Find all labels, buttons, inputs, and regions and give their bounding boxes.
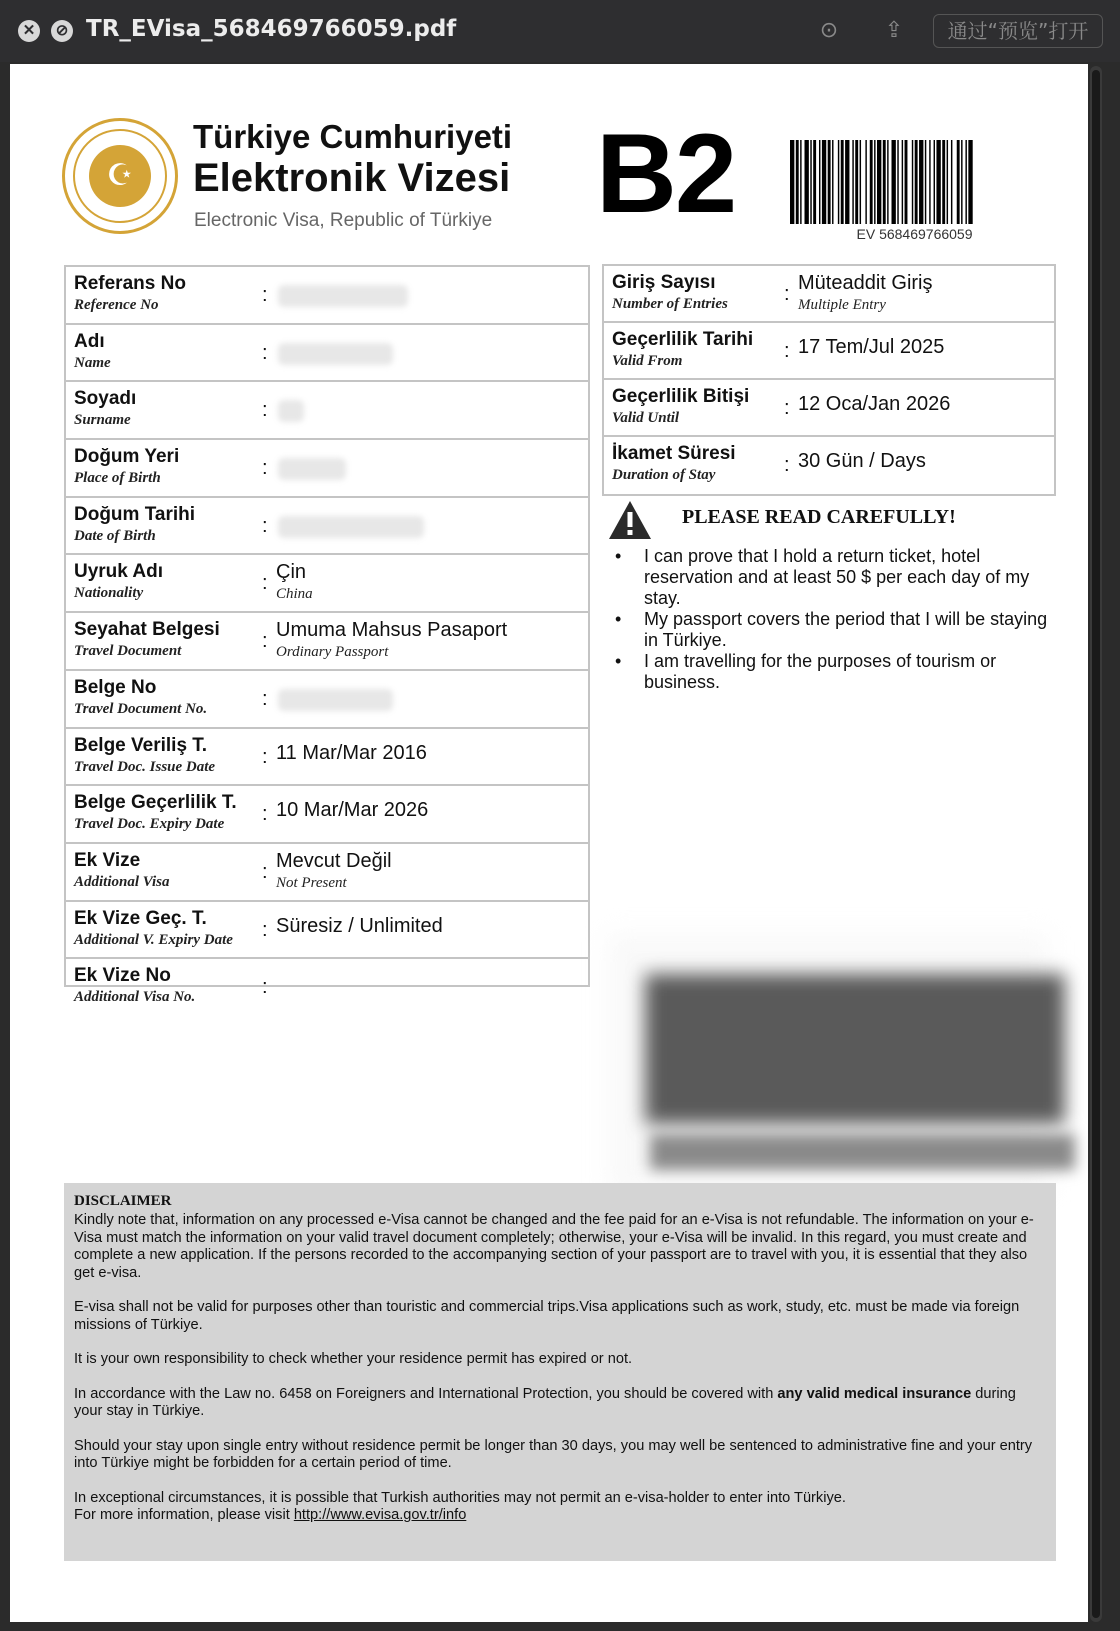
table-row [604,437,1054,494]
field-label-en: Additional V. Expiry Date [74,931,233,948]
table-row [66,959,588,1017]
field-label-en: Number of Entries [612,296,728,312]
stop-icon[interactable]: ⊘ [51,20,73,42]
field-value: Mevcut Değil [276,849,392,872]
disclaimer-paragraph: It is your own responsibility to check whether your residence permit has expired or not. [74,1351,633,1367]
field-label: Ek Vize No [74,965,171,987]
applicant-info-table [64,265,590,1006]
warning-list [610,546,1055,693]
barcode-text: EV 568469766059 [856,226,973,242]
table-row [66,555,588,613]
table-row [604,266,1054,323]
disclaimer-paragraph: Should your stay upon single entry without residence permit be longer than 30 days, you may well be sentenced to administrative fine and your entry into Türkiye might be forbidden for a certain period of time. [74,1437,1033,1471]
markup-icon[interactable]: ⊙ [819,17,839,42]
field-label-en: Date of Birth [74,527,156,544]
list-item: • I can prove that I hold a return ticket, hotel reservation and at least 50 $ per each day of my stay. [615,546,1030,608]
table-row [66,440,588,498]
window-title: TR_EVisa_568469766059.pdf [86,16,457,42]
field-label-en: Place of Birth [74,470,161,487]
field-label: İkamet Süresi [612,443,736,464]
field-label: Soyadı [74,388,137,410]
open-with-preview-button[interactable]: 通过“预览”打开 [933,14,1103,48]
field-value: 30 Gün / Days [798,450,926,472]
close-icon[interactable]: ✕ [18,20,40,42]
disclaimer-paragraph: Kindly note that, information on any processed e-Visa cannot be changed and the fee paid for an e-Visa is not refundable. The information on your e-Visa must match the information on your valid travel document completely; otherwise, your e-Visa will be invalid. In this regard, you must create and complete a new application. If the persons recorded to the accompanying section of your passport are to travel with you, it is essential that they also get e-visa. [74,1212,1034,1281]
qr-text-blur [650,1134,1075,1170]
field-label-en: Surname [74,412,131,429]
disclaimer-paragraph: In accordance with the Law no. 6458 on Foreigners and International Protection, you should be covered with any valid medical insurance during your stay in Türkiye. [74,1385,1016,1419]
table-row [66,671,588,729]
field-value: 17 Tem/Jul 2025 [798,336,945,358]
table-row [66,613,588,671]
field-label: Belge Geçerlilik T. [74,792,237,814]
table-row [66,382,588,440]
list-item: • I am travelling for the purposes of tourism or business. [615,651,997,692]
field-label-en: Travel Doc. Issue Date [74,758,216,775]
list-item: • My passport covers the period that I will be staying in Türkiye. [615,609,1048,650]
redacted-value [278,689,393,711]
share-icon[interactable]: ⇪ [884,17,904,42]
field-separator: : [262,976,268,999]
field-value-en: China [276,586,313,603]
field-value: 11 Mar/Mar 2016 [276,741,427,764]
field-separator: : [784,283,790,305]
field-label: Referans No [74,273,186,294]
scrollbar[interactable] [1090,66,1102,1622]
field-value: 12 Oca/Jan 2026 [798,393,951,415]
barcode-icon [790,140,1039,224]
warning-triangle-icon [608,500,652,540]
redacted-value [278,285,408,307]
field-label-en: Valid Until [612,410,680,426]
field-label-en: Additional Visa No. [74,989,196,1006]
field-label: Ek Vize [74,849,141,871]
field-separator: : [262,803,268,826]
redacted-value [278,516,424,538]
evisa-info-link[interactable]: http://www.evisa.gov.tr/info [293,1507,467,1523]
field-label-en: Nationality [74,585,144,602]
field-separator: : [262,687,268,710]
redacted-value [278,343,393,365]
field-separator: : [262,457,268,480]
warning-title: PLEASE READ CAREFULLY! [682,506,956,528]
disclaimer-paragraph: In exceptional circumstances, it is possible that Turkish authorities may not permit an e-visa-holder to enter into Türkiye. For more information, please visit http://www.evisa.gov.tr/info [74,1489,846,1523]
field-label: Adı [74,330,105,352]
field-separator: : [784,340,790,362]
qr-code-blur [645,974,1065,1124]
field-value: Süresiz / Unlimited [276,914,443,937]
disclaimer-paragraph: E-visa shall not be valid for purposes other than touristic and commercial trips.Visa applications such as work, study, etc. must be made via foreign missions of Türkiye. [74,1299,1020,1333]
field-value-en: Multiple Entry [798,297,886,313]
redacted-value [278,400,304,422]
field-separator: : [784,397,790,419]
field-value: Umuma Mahsus Pasaport [276,619,508,642]
field-label: Ek Vize Geç. T. [74,907,207,929]
table-row [66,902,588,960]
ministry-seal-icon: ☪ [62,118,178,234]
visa-info-table [602,264,1056,496]
field-separator: : [262,745,268,768]
field-separator: : [784,454,790,476]
title-line1: Türkiye Cumhuriyeti [193,118,513,155]
field-label: Belge No [74,676,157,698]
field-separator: : [262,918,268,941]
field-value-en: Not Present [276,874,347,891]
field-label: Geçerlilik Tarihi [612,329,754,350]
table-row [604,380,1054,437]
field-separator: : [262,860,268,883]
field-label: Doğum Yeri [74,446,180,468]
subtitle: Electronic Visa, Republic of Türkiye [194,210,493,231]
field-label-en: Valid From [612,353,683,369]
field-label: Uyruk Adı [74,561,164,583]
visa-class: B2 [596,111,736,236]
field-value-en: Ordinary Passport [276,644,389,661]
field-label-en: Reference No [74,297,159,313]
field-value: 10 Mar/Mar 2026 [276,799,429,822]
field-label-en: Duration of Stay [612,467,716,483]
disclaimer-box [64,1183,1056,1561]
field-label-en: Travel Doc. Expiry Date [74,816,225,833]
field-separator: : [262,572,268,595]
table-row [66,325,588,383]
field-label-en: Travel Document No. [74,700,208,717]
field-separator: : [262,630,268,653]
field-value: Çin [276,561,307,584]
field-label: Giriş Sayısı [612,272,716,293]
table-row [604,323,1054,380]
field-separator: : [262,284,268,306]
table-row [66,729,588,787]
document-page [10,64,1088,1622]
field-separator: : [262,514,268,537]
field-label: Doğum Tarihi [74,503,196,525]
table-row [66,498,588,556]
disclaimer-title: DISCLAIMER [74,1193,172,1209]
field-separator: : [262,341,268,364]
table-row [66,267,588,325]
field-label: Seyahat Belgesi [74,619,220,641]
table-row [66,786,588,844]
field-separator: : [262,399,268,422]
window-titlebar [0,0,1120,62]
field-value: Müteaddit Giriş [798,272,933,294]
field-label-en: Travel Document [74,643,182,660]
redacted-value [278,458,346,480]
field-label: Belge Veriliş T. [74,734,208,756]
field-label-en: Name [74,354,111,371]
title-line2: Elektronik Vizesi [193,156,511,200]
field-label: Geçerlilik Bitişi [612,386,750,407]
scroll-thumb[interactable] [1092,70,1100,1618]
field-label-en: Additional Visa [74,873,170,890]
table-row [66,844,588,902]
